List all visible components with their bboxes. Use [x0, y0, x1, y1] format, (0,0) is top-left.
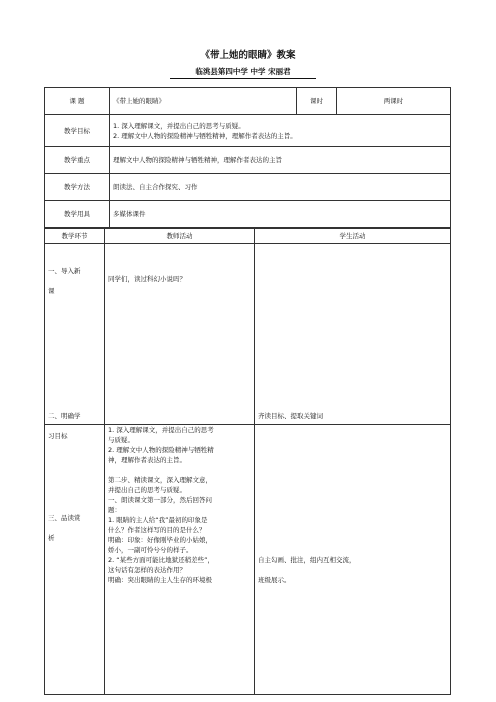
student-cell [255, 244, 451, 425]
teacher-text: 题： [108, 506, 121, 514]
stage-cell [45, 412, 105, 695]
goal-line: 1. 深入理解课文，并提出自己的思考与质疑。 [113, 121, 245, 130]
goal-line: 2. 理解文中人物的探险精神与牺牲精神，理解作者表达的主旨。 [113, 131, 297, 140]
row-method [45, 174, 451, 201]
student-text: 班级展示。 [258, 576, 291, 584]
goal-label: 教学目标 [45, 115, 110, 147]
process-header-row [45, 229, 451, 244]
teacher-text: 一、朗读课文第一部分，然后回答问 [108, 496, 212, 504]
tools-label: 教学用具 [45, 201, 110, 228]
lesson-info-table [44, 87, 451, 228]
student-text: 自主勾画、批注，组内互相交流， [258, 556, 356, 564]
teacher-text: 与质疑。 [108, 436, 134, 444]
row-tools [45, 201, 451, 228]
stage-text: 课 [48, 287, 55, 295]
teacher-text: 这句话有怎样的表达作用？ [108, 566, 186, 574]
stage-text: 一、导入新 [48, 267, 81, 275]
teacher-text: 明确：突出眼睛的主人生存的环境极 [108, 576, 212, 584]
row-goal [45, 115, 451, 147]
focus-value: 理解文中人物的探险精神与牺牲精神，理解作者表达的主旨 [110, 147, 451, 174]
period-label: 课时 [297, 88, 337, 115]
goal-value [110, 115, 451, 147]
header-teacher: 教师活动 [105, 229, 255, 244]
teacher-cell [105, 244, 255, 425]
row-focus [45, 147, 451, 174]
teacher-text: 什么？作者这样写的目的是什么？ [108, 526, 206, 534]
teacher-text: 神，理解作者表达的主旨。 [108, 456, 186, 464]
header-stage: 教学环节 [45, 229, 105, 244]
document-title: 《带上她的眼睛》教案 [200, 50, 296, 61]
teacher-text: 第二步、精读课文，深入理解文意， [108, 476, 212, 484]
header-student: 学生活动 [255, 229, 451, 244]
stage-text: 三、品读赏 [48, 514, 81, 522]
stage-text: 析 [48, 534, 55, 542]
teacher-text: 2. “某些方面可能比地狱还稍差些”， [108, 556, 215, 564]
teacher-text: 娇小，一副可怜兮兮的样子。 [108, 546, 193, 554]
teaching-process-table [44, 228, 451, 695]
method-value: 朗读法、自主合作探究、习作 [110, 174, 451, 201]
teacher-text: 1. 深入理解课文，并提出自己的思考 [108, 426, 214, 434]
stage-cell [45, 244, 105, 425]
teacher-text: 同学们，读过科幻小说吗？ [108, 275, 186, 283]
stage-text: 习目标 [48, 432, 68, 440]
tools-value: 多媒体课件 [110, 201, 451, 228]
teacher-text: 明确：印象：好像刚毕业的小姑娘， [108, 536, 212, 544]
teacher-text: 并提出自己的思考与质疑。 [108, 486, 186, 494]
method-label: 教学方法 [45, 174, 110, 201]
teacher-text: 1. 眼睛的主人给“我”最初的印象是 [108, 516, 208, 524]
table-row [45, 244, 451, 425]
topic-value: 《带上她的眼睛》 [110, 88, 297, 115]
row-topic [45, 88, 451, 115]
student-cell [255, 412, 451, 695]
teacher-text: 2. 理解文中人物的探险精神与牺牲精 [108, 446, 214, 454]
topic-label: 课 题 [45, 88, 110, 115]
table-row [45, 425, 451, 695]
author-line: 临洮县第四中学 中学 宋丽君 [170, 66, 316, 79]
stage-text: 二、明确学 [48, 412, 81, 420]
period-value: 两课时 [337, 88, 451, 115]
student-text: 齐读目标、提取关键词 [258, 412, 323, 420]
teacher-cell [105, 425, 255, 695]
focus-label: 教学重点 [45, 147, 110, 174]
